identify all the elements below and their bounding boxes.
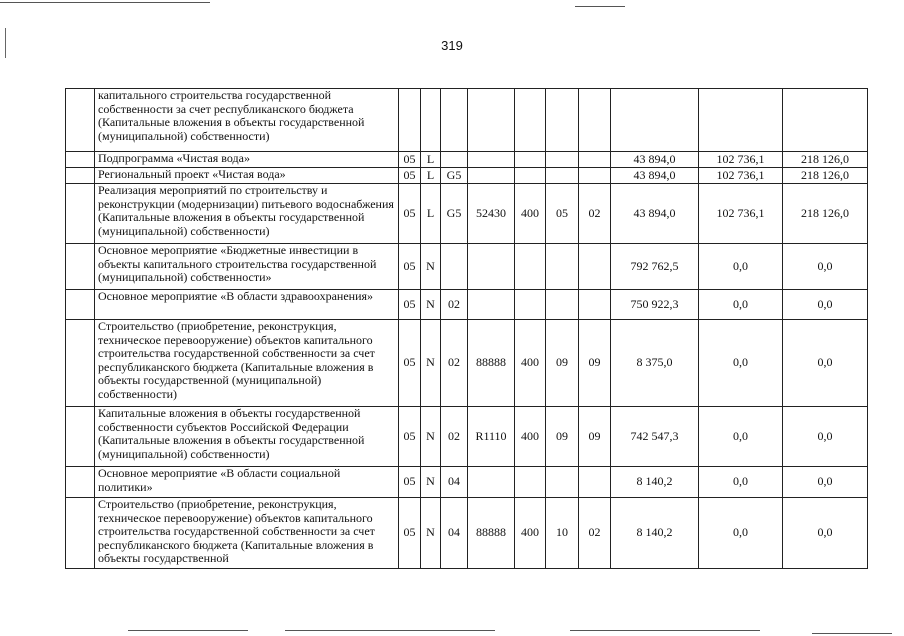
scan-line-top-left <box>0 2 210 3</box>
budget-table <box>65 88 868 569</box>
code-section: 09 <box>546 407 579 467</box>
amount-year-3: 0,0 <box>783 467 868 498</box>
code-expense-type: 400 <box>515 498 546 569</box>
amount-year-1: 8 375,0 <box>611 320 699 407</box>
code-program: 05 <box>399 320 421 407</box>
code-subprogram <box>421 89 441 152</box>
code-section <box>546 290 579 320</box>
code-event <box>441 244 468 290</box>
code-subprogram: N <box>421 244 441 290</box>
code-section <box>546 89 579 152</box>
amount-year-2 <box>699 89 783 152</box>
code-program: 05 <box>399 168 421 184</box>
code-event: 04 <box>441 467 468 498</box>
scan-line-bottom-1 <box>128 630 248 631</box>
code-program: 05 <box>399 152 421 168</box>
code-expense-type <box>515 244 546 290</box>
scan-line-bottom-2 <box>285 630 495 631</box>
item-name: Региональный проект «Чистая вода» <box>95 168 399 184</box>
code-program: 05 <box>399 498 421 569</box>
amount-year-2: 0,0 <box>699 498 783 569</box>
blank-cell <box>66 184 95 244</box>
table-row <box>66 244 868 290</box>
blank-cell <box>66 244 95 290</box>
amount-year-1: 742 547,3 <box>611 407 699 467</box>
code-subprogram: N <box>421 407 441 467</box>
code-direction <box>468 244 515 290</box>
amount-year-1: 8 140,2 <box>611 498 699 569</box>
code-program: 05 <box>399 407 421 467</box>
item-name: Основное мероприятие «Бюджетные инвестиции в объекты капитального строительства государственной (муниципальной) собственности» <box>95 244 399 290</box>
table-row <box>66 290 868 320</box>
code-program <box>399 89 421 152</box>
code-subsection <box>579 168 611 184</box>
code-direction: 52430 <box>468 184 515 244</box>
code-event: 02 <box>441 407 468 467</box>
table-row <box>66 407 868 467</box>
blank-cell <box>66 89 95 152</box>
code-expense-type: 400 <box>515 184 546 244</box>
code-section <box>546 168 579 184</box>
amount-year-1: 43 894,0 <box>611 168 699 184</box>
code-direction <box>468 467 515 498</box>
code-expense-type: 400 <box>515 320 546 407</box>
code-subsection <box>579 89 611 152</box>
code-program: 05 <box>399 244 421 290</box>
item-name: Реализация мероприятий по строительству и реконструкции (модернизации) питьевого водоснабжения (Капитальные вложения в объекты государственной (муниципальной) собственности) <box>95 184 399 244</box>
amount-year-2: 102 736,1 <box>699 184 783 244</box>
code-expense-type <box>515 152 546 168</box>
code-program: 05 <box>399 184 421 244</box>
code-section: 10 <box>546 498 579 569</box>
code-program: 05 <box>399 290 421 320</box>
code-expense-type <box>515 168 546 184</box>
code-subsection <box>579 244 611 290</box>
code-subprogram: L <box>421 168 441 184</box>
code-subprogram: N <box>421 498 441 569</box>
code-subprogram: L <box>421 152 441 168</box>
code-subsection <box>579 290 611 320</box>
code-event <box>441 89 468 152</box>
item-name: Капитальные вложения в объекты государственной собственности субъектов Российской Федерации (Капитальные вложения в объекты государственной (муниципальной) собственности) <box>95 407 399 467</box>
amount-year-3: 0,0 <box>783 244 868 290</box>
code-expense-type: 400 <box>515 407 546 467</box>
code-subsection: 02 <box>579 498 611 569</box>
code-subprogram: N <box>421 290 441 320</box>
item-name: Строительство (приобретение, реконструкция, техническое перевооружение) объектов капитального строительства государственной собственности за счет республиканского бюджета (Капитальные вложения в объекты государственной (муниципальной) собственности) <box>95 320 399 407</box>
amount-year-1: 43 894,0 <box>611 152 699 168</box>
table-row <box>66 168 868 184</box>
blank-cell <box>66 407 95 467</box>
blank-cell <box>66 320 95 407</box>
code-direction <box>468 290 515 320</box>
code-subprogram: L <box>421 184 441 244</box>
code-direction <box>468 168 515 184</box>
code-event <box>441 152 468 168</box>
item-name: Основное мероприятие «В области социальной политики» <box>95 467 399 498</box>
blank-cell <box>66 498 95 569</box>
item-name: Строительство (приобретение, реконструкция, техническое перевооружение) объектов капитального строительства государственной собственности за счет республиканского бюджета (Капитальные вложения в объекты государственной <box>95 498 399 569</box>
code-direction: 88888 <box>468 498 515 569</box>
table-row <box>66 152 868 168</box>
code-section <box>546 152 579 168</box>
scan-line-bottom-3 <box>570 630 760 631</box>
code-event: 02 <box>441 290 468 320</box>
code-section <box>546 244 579 290</box>
amount-year-2: 0,0 <box>699 244 783 290</box>
table-row <box>66 467 868 498</box>
code-direction: R1110 <box>468 407 515 467</box>
blank-cell <box>66 290 95 320</box>
blank-cell <box>66 168 95 184</box>
amount-year-1 <box>611 89 699 152</box>
blank-cell <box>66 152 95 168</box>
code-subsection: 02 <box>579 184 611 244</box>
amount-year-2: 0,0 <box>699 467 783 498</box>
amount-year-1: 792 762,5 <box>611 244 699 290</box>
amount-year-2: 102 736,1 <box>699 152 783 168</box>
amount-year-3: 0,0 <box>783 498 868 569</box>
amount-year-3: 218 126,0 <box>783 168 868 184</box>
amount-year-3: 0,0 <box>783 407 868 467</box>
code-event: G5 <box>441 184 468 244</box>
item-name: капитального строительства государственной собственности за счет республиканского бюджета (Капитальные вложения в объекты государственной (муниципальной) собственности) <box>95 89 399 152</box>
code-expense-type <box>515 290 546 320</box>
code-subsection <box>579 467 611 498</box>
code-subsection: 09 <box>579 407 611 467</box>
amount-year-2: 102 736,1 <box>699 168 783 184</box>
code-expense-type <box>515 467 546 498</box>
code-direction: 88888 <box>468 320 515 407</box>
code-event: G5 <box>441 168 468 184</box>
scan-line-bottom-4 <box>812 633 892 634</box>
item-name: Основное мероприятие «В области здравоохранения» <box>95 290 399 320</box>
code-direction <box>468 89 515 152</box>
blank-cell <box>66 467 95 498</box>
code-event: 02 <box>441 320 468 407</box>
amount-year-3: 218 126,0 <box>783 152 868 168</box>
amount-year-1: 750 922,3 <box>611 290 699 320</box>
amount-year-3 <box>783 89 868 152</box>
code-event: 04 <box>441 498 468 569</box>
table-row <box>66 498 868 569</box>
code-subprogram: N <box>421 467 441 498</box>
code-subsection <box>579 152 611 168</box>
amount-year-3: 218 126,0 <box>783 184 868 244</box>
code-direction <box>468 152 515 168</box>
amount-year-2: 0,0 <box>699 290 783 320</box>
code-expense-type <box>515 89 546 152</box>
code-program: 05 <box>399 467 421 498</box>
amount-year-1: 43 894,0 <box>611 184 699 244</box>
amount-year-3: 0,0 <box>783 320 868 407</box>
code-section: 05 <box>546 184 579 244</box>
item-name: Подпрограмма «Чистая вода» <box>95 152 399 168</box>
code-section: 09 <box>546 320 579 407</box>
table-row <box>66 89 868 152</box>
amount-year-2: 0,0 <box>699 407 783 467</box>
table-row <box>66 184 868 244</box>
code-section <box>546 467 579 498</box>
page-number: 319 <box>441 38 463 53</box>
amount-year-3: 0,0 <box>783 290 868 320</box>
scan-line-top-right <box>575 6 625 7</box>
amount-year-1: 8 140,2 <box>611 467 699 498</box>
code-subprogram: N <box>421 320 441 407</box>
amount-year-2: 0,0 <box>699 320 783 407</box>
code-subsection: 09 <box>579 320 611 407</box>
table-row <box>66 320 868 407</box>
